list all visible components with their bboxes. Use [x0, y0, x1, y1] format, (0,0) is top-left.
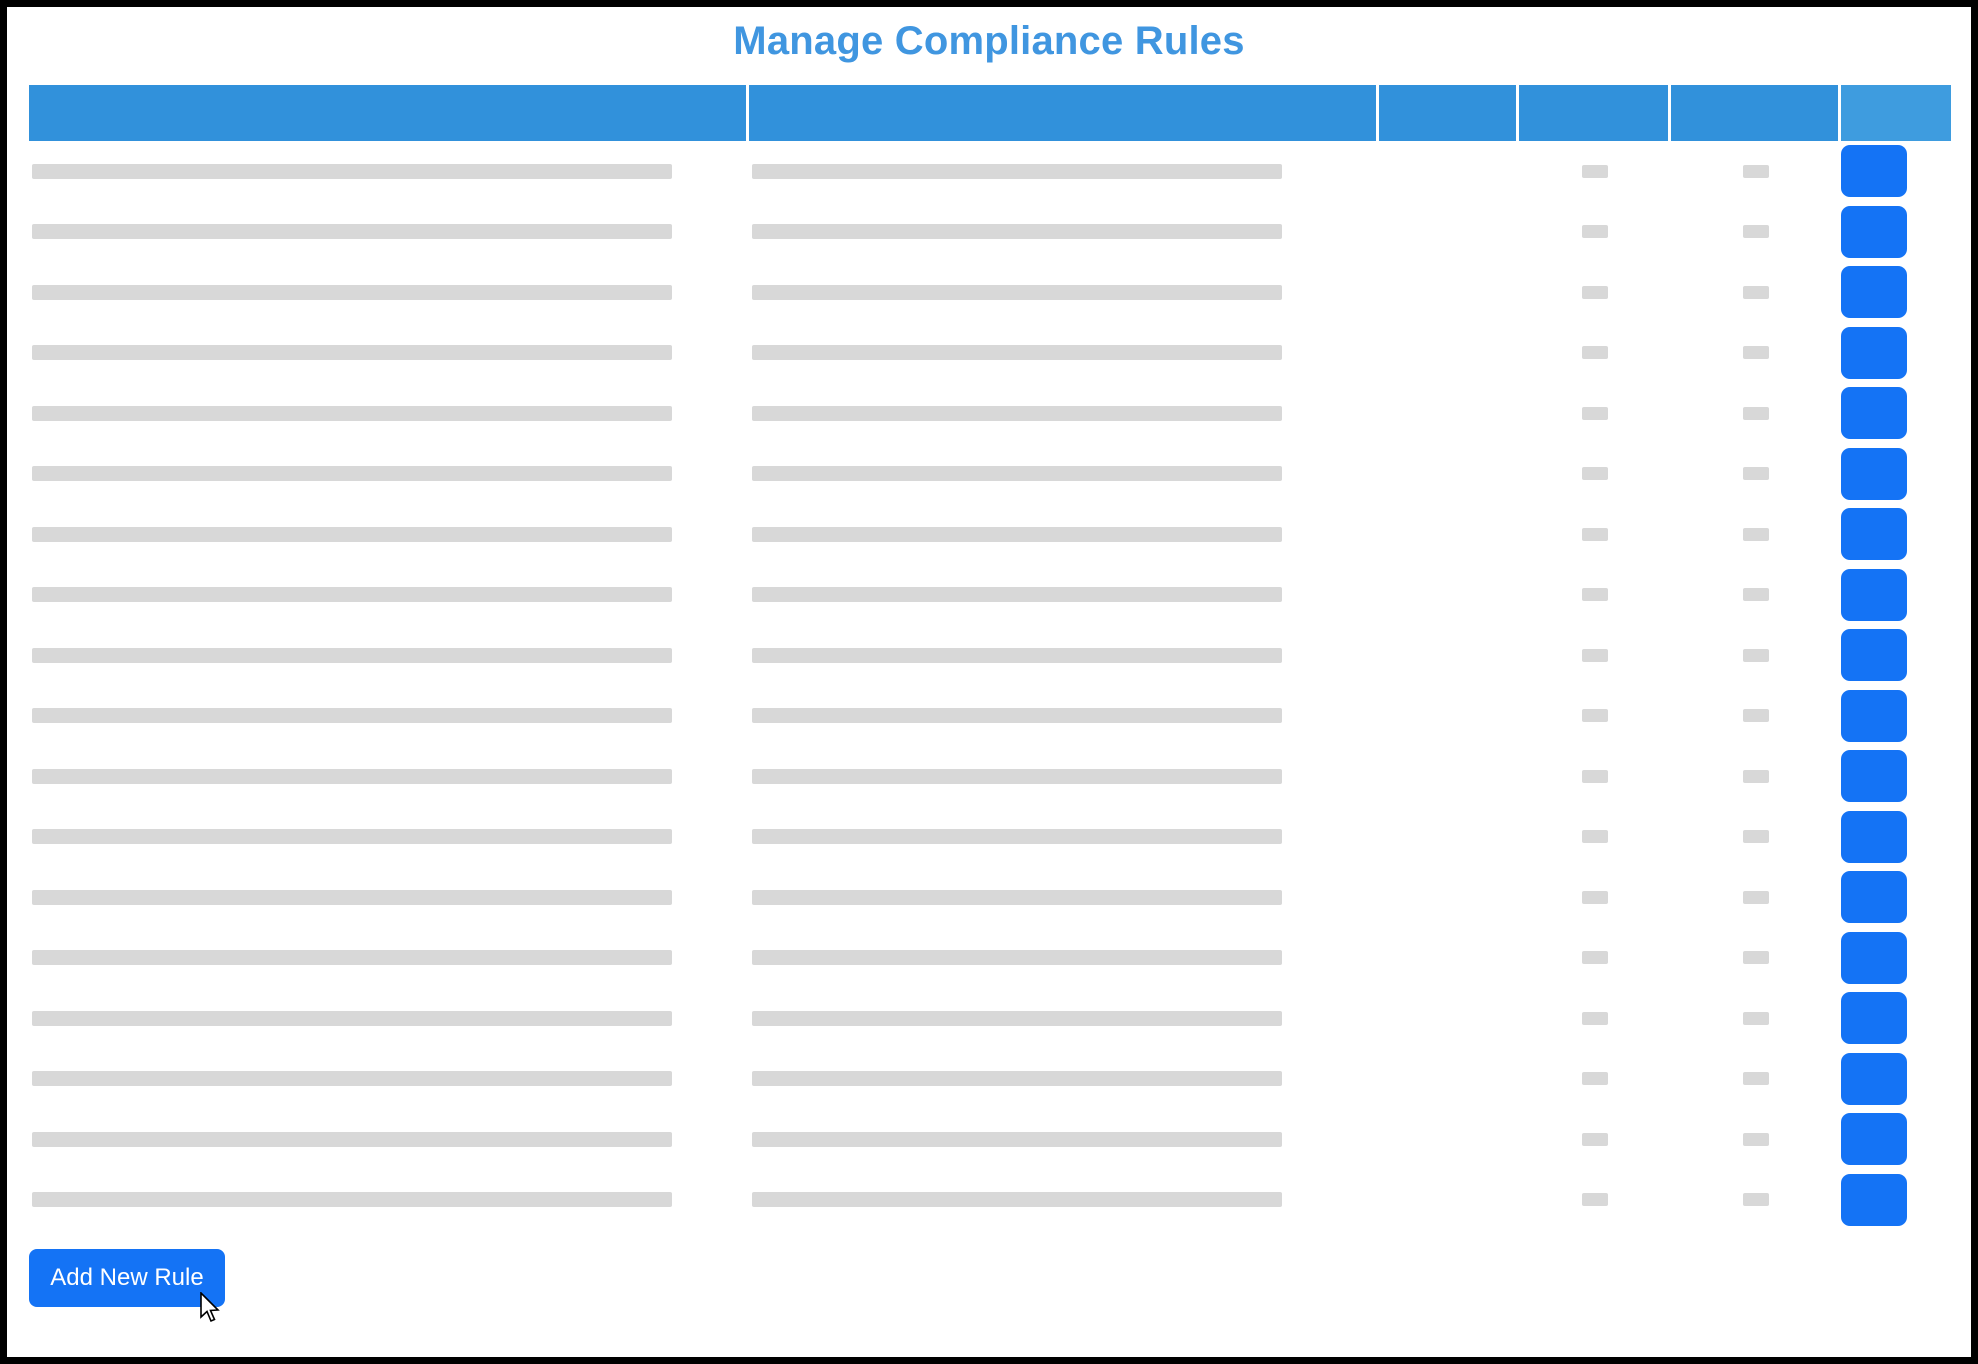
cell-actions	[1841, 444, 1951, 505]
row-action-button[interactable]	[1841, 629, 1907, 681]
cell-description	[749, 625, 1379, 686]
cell-spacer	[1379, 625, 1519, 686]
table-row[interactable]	[29, 565, 1951, 626]
cell-status	[1671, 262, 1841, 323]
skeleton-bar	[752, 285, 1282, 300]
table-row[interactable]	[29, 1170, 1951, 1231]
cell-description	[749, 141, 1379, 202]
skeleton-bar	[752, 950, 1282, 965]
skeleton-chip	[1743, 346, 1769, 359]
cell-rule-name	[29, 686, 749, 747]
row-action-button[interactable]	[1841, 206, 1907, 258]
cell-actions	[1841, 202, 1951, 263]
cell-status	[1671, 141, 1841, 202]
cell-actions	[1841, 807, 1951, 868]
cell-severity	[1519, 928, 1671, 989]
column-header-rule-name[interactable]	[29, 85, 749, 141]
cell-spacer	[1379, 1049, 1519, 1110]
table-row[interactable]	[29, 202, 1951, 263]
compliance-rules-table	[29, 85, 1951, 1230]
cell-actions	[1841, 988, 1951, 1049]
cell-actions	[1841, 867, 1951, 928]
cell-severity	[1519, 625, 1671, 686]
cell-description	[749, 504, 1379, 565]
cell-description	[749, 1109, 1379, 1170]
cell-status	[1671, 504, 1841, 565]
skeleton-bar	[32, 224, 672, 239]
column-header-actions[interactable]	[1841, 85, 1951, 141]
skeleton-chip	[1743, 1193, 1769, 1206]
cell-severity	[1519, 323, 1671, 384]
cell-status	[1671, 807, 1841, 868]
skeleton-chip	[1743, 467, 1769, 480]
skeleton-chip	[1582, 830, 1608, 843]
cell-status	[1671, 988, 1841, 1049]
skeleton-bar	[752, 224, 1282, 239]
row-action-button[interactable]	[1841, 145, 1907, 197]
cell-rule-name	[29, 1049, 749, 1110]
row-action-button[interactable]	[1841, 871, 1907, 923]
cell-spacer	[1379, 1109, 1519, 1170]
cell-rule-name	[29, 383, 749, 444]
cell-actions	[1841, 141, 1951, 202]
skeleton-chip	[1582, 286, 1608, 299]
cell-severity	[1519, 686, 1671, 747]
cell-status	[1671, 383, 1841, 444]
cell-status	[1671, 323, 1841, 384]
cell-rule-name	[29, 807, 749, 868]
row-action-button[interactable]	[1841, 387, 1907, 439]
cell-actions	[1841, 504, 1951, 565]
skeleton-chip	[1743, 951, 1769, 964]
skeleton-chip	[1582, 1072, 1608, 1085]
skeleton-bar	[32, 1071, 672, 1086]
skeleton-bar	[32, 950, 672, 965]
cell-description	[749, 1049, 1379, 1110]
cell-actions	[1841, 746, 1951, 807]
skeleton-bar	[752, 164, 1282, 179]
skeleton-chip	[1743, 588, 1769, 601]
column-header-description[interactable]	[749, 85, 1379, 141]
cell-status	[1671, 444, 1841, 505]
skeleton-bar	[32, 1132, 672, 1147]
cell-status	[1671, 565, 1841, 626]
cell-actions	[1841, 383, 1951, 444]
skeleton-bar	[32, 890, 672, 905]
skeleton-chip	[1582, 709, 1608, 722]
table-row[interactable]	[29, 625, 1951, 686]
skeleton-bar	[32, 587, 672, 602]
table-row[interactable]	[29, 928, 1951, 989]
cell-description	[749, 323, 1379, 384]
skeleton-bar	[32, 406, 672, 421]
cell-rule-name	[29, 746, 749, 807]
cell-description	[749, 686, 1379, 747]
cell-description	[749, 444, 1379, 505]
cell-severity	[1519, 383, 1671, 444]
cell-spacer	[1379, 565, 1519, 626]
cell-severity	[1519, 988, 1671, 1049]
cell-severity	[1519, 504, 1671, 565]
skeleton-chip	[1582, 770, 1608, 783]
cell-spacer	[1379, 444, 1519, 505]
skeleton-bar	[32, 648, 672, 663]
cell-spacer	[1379, 867, 1519, 928]
cell-actions	[1841, 1170, 1951, 1231]
row-action-button[interactable]	[1841, 690, 1907, 742]
skeleton-chip	[1582, 165, 1608, 178]
skeleton-chip	[1743, 1133, 1769, 1146]
cell-severity	[1519, 202, 1671, 263]
skeleton-bar	[32, 466, 672, 481]
cell-severity	[1519, 807, 1671, 868]
cell-status	[1671, 867, 1841, 928]
cell-rule-name	[29, 202, 749, 263]
cell-actions	[1841, 686, 1951, 747]
skeleton-chip	[1582, 528, 1608, 541]
cell-description	[749, 746, 1379, 807]
table-row[interactable]	[29, 141, 1951, 202]
cell-status	[1671, 746, 1841, 807]
skeleton-chip	[1582, 346, 1608, 359]
cell-spacer	[1379, 1170, 1519, 1231]
cell-status	[1671, 625, 1841, 686]
table-row[interactable]	[29, 504, 1951, 565]
cell-spacer	[1379, 504, 1519, 565]
skeleton-chip	[1582, 1133, 1608, 1146]
page-title: Manage Compliance Rules	[733, 19, 1245, 63]
cell-rule-name	[29, 323, 749, 384]
add-new-rule-button[interactable]: Add New Rule	[29, 1249, 225, 1307]
cell-severity	[1519, 1170, 1671, 1231]
cell-actions	[1841, 262, 1951, 323]
skeleton-chip	[1743, 770, 1769, 783]
cell-spacer	[1379, 686, 1519, 747]
skeleton-chip	[1743, 407, 1769, 420]
cell-severity	[1519, 1049, 1671, 1110]
skeleton-bar	[32, 285, 672, 300]
cell-status	[1671, 1109, 1841, 1170]
row-action-button[interactable]	[1841, 811, 1907, 863]
row-action-button[interactable]	[1841, 266, 1907, 318]
table-body	[29, 141, 1951, 1230]
skeleton-bar	[752, 1132, 1282, 1147]
cell-rule-name	[29, 262, 749, 323]
cell-rule-name	[29, 928, 749, 989]
skeleton-bar	[32, 527, 672, 542]
table-row[interactable]	[29, 807, 1951, 868]
table-row[interactable]	[29, 444, 1951, 505]
cell-spacer	[1379, 928, 1519, 989]
cell-rule-name	[29, 444, 749, 505]
skeleton-bar	[752, 466, 1282, 481]
skeleton-chip	[1582, 407, 1608, 420]
cell-rule-name	[29, 1109, 749, 1170]
cell-severity	[1519, 262, 1671, 323]
table-row[interactable]	[29, 1049, 1951, 1110]
skeleton-bar	[752, 1011, 1282, 1026]
cell-severity	[1519, 565, 1671, 626]
column-header-spacer[interactable]	[1379, 85, 1519, 141]
skeleton-chip	[1582, 588, 1608, 601]
skeleton-bar	[752, 406, 1282, 421]
cell-description	[749, 988, 1379, 1049]
cell-rule-name	[29, 625, 749, 686]
row-action-button[interactable]	[1841, 569, 1907, 621]
cell-actions	[1841, 323, 1951, 384]
skeleton-bar	[32, 345, 672, 360]
skeleton-chip	[1582, 225, 1608, 238]
cell-actions	[1841, 1049, 1951, 1110]
table-row[interactable]	[29, 262, 1951, 323]
cell-rule-name	[29, 1170, 749, 1231]
skeleton-bar	[752, 345, 1282, 360]
skeleton-chip	[1743, 709, 1769, 722]
row-action-button[interactable]	[1841, 508, 1907, 560]
row-action-button[interactable]	[1841, 750, 1907, 802]
cell-status	[1671, 202, 1841, 263]
table-row[interactable]	[29, 988, 1951, 1049]
cell-description	[749, 262, 1379, 323]
row-action-button[interactable]	[1841, 1174, 1907, 1226]
skeleton-bar	[752, 1071, 1282, 1086]
skeleton-chip	[1743, 649, 1769, 662]
cell-severity	[1519, 867, 1671, 928]
column-header-severity[interactable]	[1519, 85, 1671, 141]
cell-description	[749, 202, 1379, 263]
skeleton-chip	[1743, 1012, 1769, 1025]
skeleton-chip	[1743, 225, 1769, 238]
skeleton-chip	[1582, 1193, 1608, 1206]
cell-description	[749, 1170, 1379, 1231]
cell-spacer	[1379, 202, 1519, 263]
skeleton-bar	[752, 1192, 1282, 1207]
cell-severity	[1519, 141, 1671, 202]
compliance-rules-page	[7, 7, 1971, 1357]
cell-severity	[1519, 746, 1671, 807]
skeleton-bar	[32, 769, 672, 784]
cell-status	[1671, 686, 1841, 747]
cell-rule-name	[29, 141, 749, 202]
row-action-button[interactable]	[1841, 1053, 1907, 1105]
skeleton-chip	[1743, 891, 1769, 904]
table-row[interactable]	[29, 1109, 1951, 1170]
cell-rule-name	[29, 867, 749, 928]
cell-spacer	[1379, 988, 1519, 1049]
skeleton-bar	[752, 527, 1282, 542]
skeleton-chip	[1582, 467, 1608, 480]
skeleton-chip	[1582, 1012, 1608, 1025]
cell-spacer	[1379, 323, 1519, 384]
cell-severity	[1519, 444, 1671, 505]
cell-rule-name	[29, 988, 749, 1049]
skeleton-bar	[752, 708, 1282, 723]
row-action-button[interactable]	[1841, 448, 1907, 500]
cell-actions	[1841, 1109, 1951, 1170]
skeleton-bar	[752, 769, 1282, 784]
skeleton-chip	[1743, 528, 1769, 541]
cell-status	[1671, 1170, 1841, 1231]
skeleton-bar	[32, 164, 672, 179]
skeleton-chip	[1743, 286, 1769, 299]
skeleton-chip	[1582, 951, 1608, 964]
cell-status	[1671, 1049, 1841, 1110]
skeleton-chip	[1743, 165, 1769, 178]
cell-spacer	[1379, 262, 1519, 323]
cell-actions	[1841, 928, 1951, 989]
cell-actions	[1841, 625, 1951, 686]
skeleton-bar	[752, 587, 1282, 602]
skeleton-bar	[32, 1192, 672, 1207]
row-action-button[interactable]	[1841, 1113, 1907, 1165]
table-row[interactable]	[29, 383, 1951, 444]
table-row[interactable]	[29, 323, 1951, 384]
skeleton-bar	[752, 648, 1282, 663]
cell-description	[749, 867, 1379, 928]
skeleton-bar	[752, 890, 1282, 905]
skeleton-chip	[1743, 1072, 1769, 1085]
skeleton-chip	[1582, 649, 1608, 662]
table-row[interactable]	[29, 686, 1951, 747]
skeleton-bar	[752, 829, 1282, 844]
cell-rule-name	[29, 565, 749, 626]
table-row[interactable]	[29, 867, 1951, 928]
cell-status	[1671, 928, 1841, 989]
cell-description	[749, 928, 1379, 989]
skeleton-bar	[32, 829, 672, 844]
row-action-button[interactable]	[1841, 932, 1907, 984]
cell-severity	[1519, 1109, 1671, 1170]
cell-description	[749, 807, 1379, 868]
table-header-row	[29, 85, 1951, 141]
skeleton-chip	[1582, 891, 1608, 904]
cell-spacer	[1379, 383, 1519, 444]
cell-spacer	[1379, 807, 1519, 868]
cell-actions	[1841, 565, 1951, 626]
cell-spacer	[1379, 141, 1519, 202]
row-action-button[interactable]	[1841, 992, 1907, 1044]
cell-description	[749, 383, 1379, 444]
cell-spacer	[1379, 746, 1519, 807]
column-header-status[interactable]	[1671, 85, 1841, 141]
skeleton-chip	[1743, 830, 1769, 843]
skeleton-bar	[32, 708, 672, 723]
cell-rule-name	[29, 504, 749, 565]
skeleton-bar	[32, 1011, 672, 1026]
cell-description	[749, 565, 1379, 626]
table-row[interactable]	[29, 746, 1951, 807]
row-action-button[interactable]	[1841, 327, 1907, 379]
